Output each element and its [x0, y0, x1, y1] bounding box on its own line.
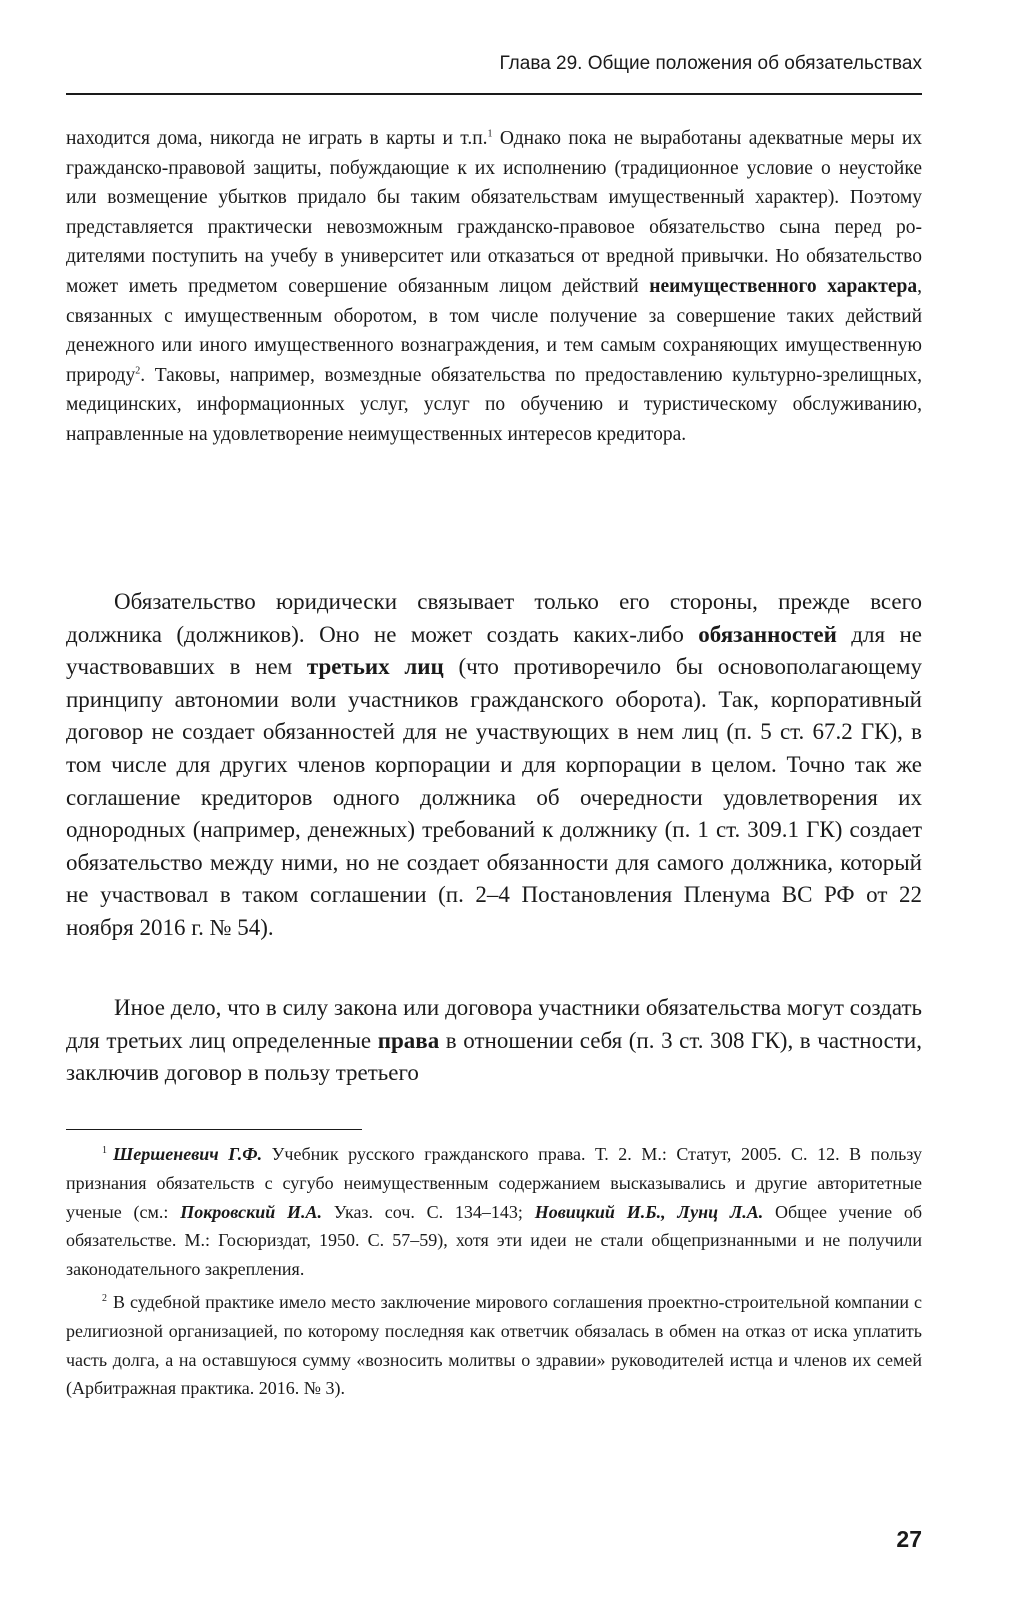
footnote-1-mark: 1: [102, 1145, 107, 1156]
paragraph-2-text-b: для не участвовавших в нем: [66, 621, 922, 680]
footnote-1-author-a: Шершеневич Г.Ф.: [113, 1144, 263, 1164]
paragraph-2-text-a: Обязательство юридически связывает только его стороны, прежде всего должника (должников). Оно не может создать каких-либо: [66, 589, 922, 647]
footnote-2-text: В судебной практике имело место заключение мирового соглашения проектно-строительной компании с религиозной организацией, по которому последняя как ответчик обязалась в обмен на отказ от иска уплатить часть долга, а на оставшуюся сумму «возносить молитвы о здравии» руководителей истца и членов их семей (Арбитражная практика. 2016. № 3).: [66, 1291, 922, 1399]
footnote-1-text-b: Указ. соч. С. 134–143;: [322, 1201, 535, 1222]
paragraph-2-text-c: (что противоречило бы основополагающему принципу автономии воли участников гражданского оборота). Так, корпоративный договор не создает обязанностей для не участвующих в нем лиц (п. 5 ст. 67.2 ГК), в том числе для других членов корпорации и для корпорации в целом. Точно так же соглашение кредиторов одного должника об очередности удовлетворения их однородных (например, денежных) требований к должнику (п. 1 ст. 309.1 ГК) создает обязательство между ними, но не создает обязанности для самого должника, который не участвовал в таком соглашении (п. 2–4 Постановления Пленума ВС РФ от 22 ноября 2016 г. № 54).: [66, 654, 922, 940]
term-rights: права: [377, 1027, 440, 1053]
footnote-1-author-c: Новицкий И.Б., Лунц Л.А.: [534, 1201, 764, 1222]
paragraph-2: [66, 586, 922, 945]
footnote-2: [66, 1288, 922, 1403]
footnotes: [66, 1140, 922, 1403]
footnote-ref-1[interactable]: 1: [487, 128, 493, 140]
footnote-ref-2[interactable]: 2: [135, 365, 141, 377]
header-divider: [66, 93, 922, 95]
paragraph-3-text-b: в отношении себя (п. 3 ст. 308 ГК), в частности, заключив договор в пользу третьего: [66, 1027, 922, 1086]
paragraph-1-text-b: Однако пока не выработаны адекватные меры их гражданско-правовой защиты, побуждающие к их исполнению (традиционное условие о неустойке или возмещение убытков придало бы таким обязательствам имущественный характер). Поэтому представляется практически невозможным гражданско-правовое обязательство сына перед родителями поступить на учебу в университет или отказаться от вредной привычки. Но обязательство может иметь предметом совершение обязанным лицом действий: [66, 128, 923, 297]
footnote-divider: [66, 1129, 362, 1130]
footnote-1-text-c: Общее учение об обязательстве. М.: Госюриздат, 1950. С. 57–59), хотя эти идеи не стали общепризнанными и не получили законодательного закрепления.: [66, 1201, 923, 1280]
running-header: Глава 29. Общие положения об обязательствах: [499, 53, 922, 74]
footnote-1-text-a: Учебник русского гражданского права. Т. 2. М.: Статут, 2005. С. 12. В пользу признания обязательств с сугубо неимущественным содержанием высказывались и другие авторитетные ученые (см.:: [66, 1144, 923, 1222]
term-obligations: обязанностей: [698, 621, 837, 647]
footnote-1: [66, 1140, 922, 1284]
paragraph-1: [66, 124, 922, 450]
term-non-property-character: неимущественного характера: [649, 275, 918, 297]
footnote-1-author-b: Покровский И.А.: [180, 1201, 323, 1222]
page-number: 27: [896, 1526, 922, 1552]
term-third-parties: третьих лиц: [306, 654, 444, 680]
paragraph-1-text-a: находится дома, никогда не играть в карты и т.п.: [66, 128, 488, 149]
paragraph-3: [66, 992, 922, 1090]
paragraph-1-text-c: , связанных с имущественным оборотом, в том числе получение за совершение таких действий денежного или иного имущественного вознаграждения, и тем самым сохраняющих имущественную природу: [66, 275, 922, 386]
footnote-2-mark: 2: [102, 1292, 107, 1304]
paragraph-3-text-a: Иное дело, что в силу закона или договора участники обязательства могут создать для третьих лиц определенные: [66, 995, 922, 1053]
paragraph-1-text-d: . Таковы, например, возмездные обязательства по предоставлению культурно-зрелищных, медицинских, информационных услуг, услуг по обучению и туристическому обслуживанию, направленные на удовлетворение неимущественных интересов кредитора.: [66, 364, 922, 445]
